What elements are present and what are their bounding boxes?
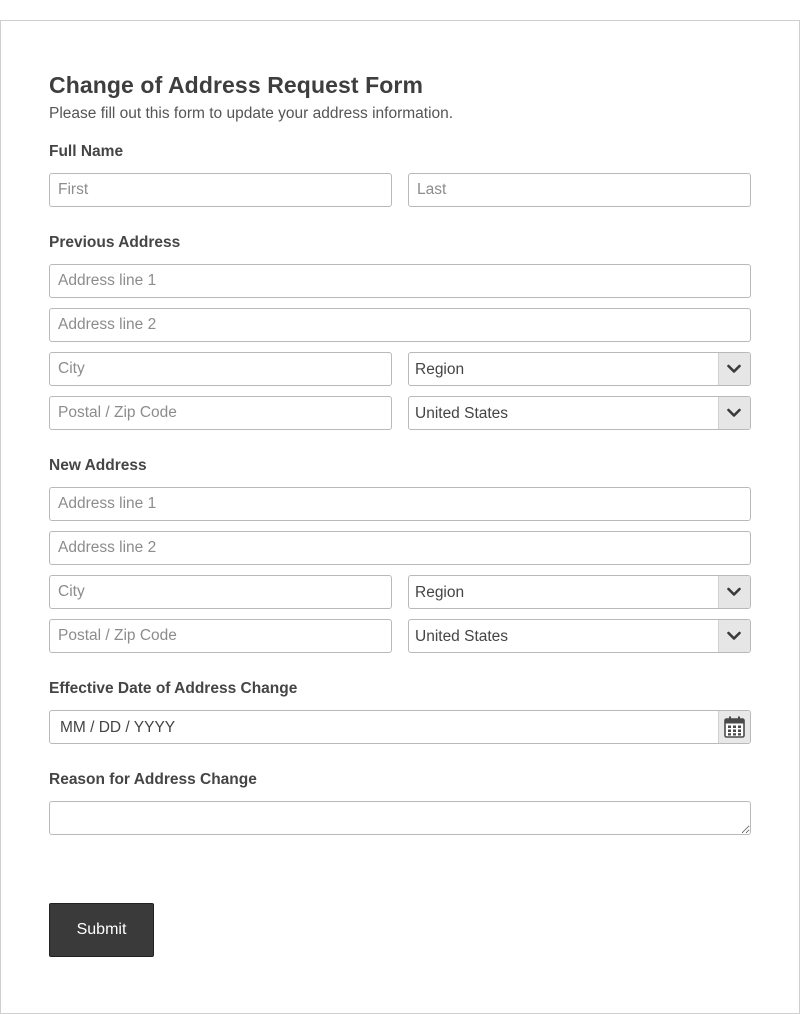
new-city-input[interactable] xyxy=(49,575,392,609)
effective-date-placeholder: MM / DD / YYYY xyxy=(60,719,176,736)
last-name-input[interactable] xyxy=(408,173,751,207)
new-address-label: New Address xyxy=(49,457,147,474)
previous-postal-input[interactable] xyxy=(49,396,392,430)
new-region-select[interactable] xyxy=(408,575,751,609)
effective-date-input[interactable] xyxy=(49,710,751,744)
previous-address-line1-input[interactable] xyxy=(49,264,751,298)
previous-address-line2-input[interactable] xyxy=(49,308,751,342)
chevron-down-icon[interactable] xyxy=(718,353,750,385)
new-address-line2-input[interactable] xyxy=(49,531,751,565)
new-country-value: United States xyxy=(415,628,509,645)
previous-region-value: Region xyxy=(415,361,465,378)
form-title: Change of Address Request Form xyxy=(49,72,424,98)
new-address-line1-input[interactable] xyxy=(49,487,751,521)
previous-country-value: United States xyxy=(415,405,509,422)
previous-region-select[interactable] xyxy=(408,352,751,386)
calendar-icon[interactable] xyxy=(718,711,750,743)
submit-button[interactable]: Submit xyxy=(49,903,154,957)
reason-textarea[interactable] xyxy=(49,801,751,835)
new-region-value: Region xyxy=(415,584,465,601)
new-postal-input[interactable] xyxy=(49,619,392,653)
previous-city-input[interactable] xyxy=(49,352,392,386)
effective-date-label: Effective Date of Address Change xyxy=(49,680,298,697)
previous-address-label: Previous Address xyxy=(49,234,181,251)
form-subtitle: Please fill out this form to update your address information. xyxy=(49,105,454,122)
chevron-down-icon[interactable] xyxy=(718,620,750,652)
chevron-down-icon[interactable] xyxy=(718,397,750,429)
new-country-select[interactable] xyxy=(408,619,751,653)
form-card xyxy=(0,20,800,1014)
full-name-label: Full Name xyxy=(49,143,124,160)
previous-country-select[interactable] xyxy=(408,396,751,430)
reason-label: Reason for Address Change xyxy=(49,771,257,788)
chevron-down-icon[interactable] xyxy=(718,576,750,608)
first-name-input[interactable] xyxy=(49,173,392,207)
